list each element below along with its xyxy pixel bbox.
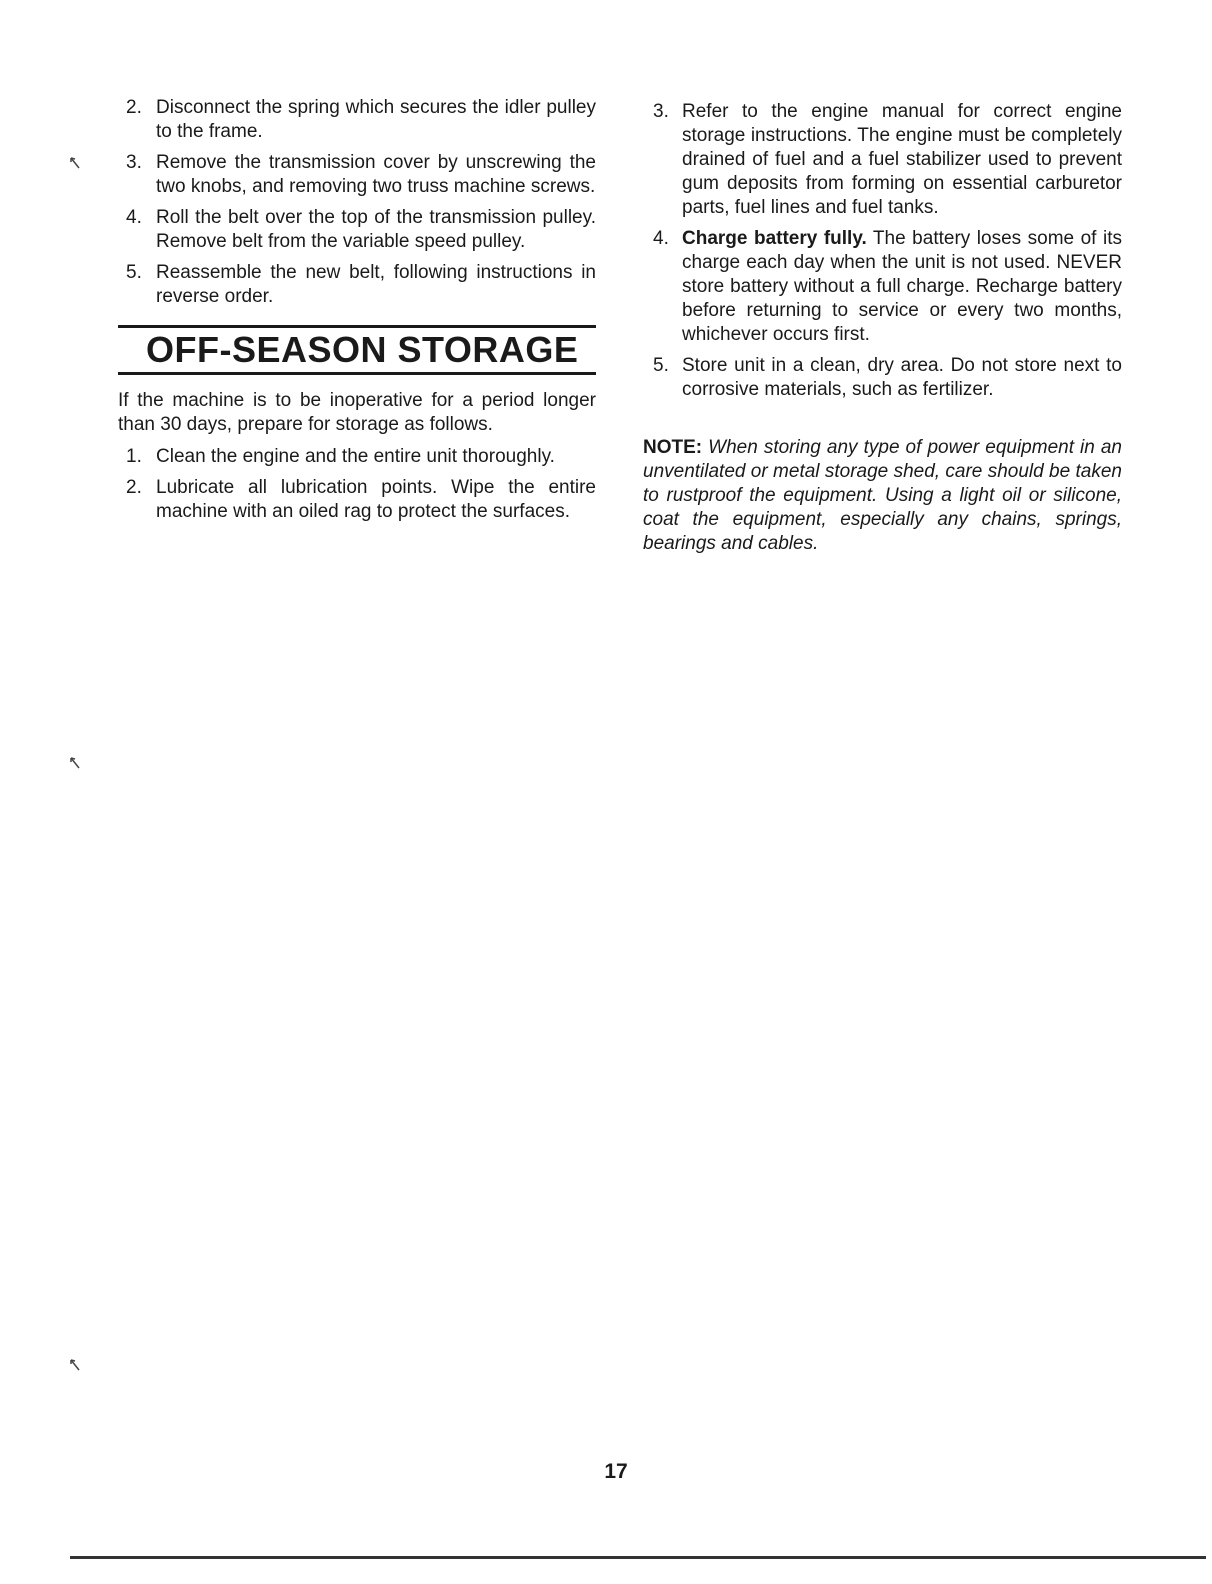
- item-text: Disconnect the spring which secures the idler pulley to the frame.: [156, 97, 596, 142]
- note-label: NOTE:: [643, 437, 703, 458]
- list-item: [118, 206, 596, 254]
- section-heading: OFF-SEASON STORAGE: [146, 329, 579, 370]
- list-item: [118, 445, 596, 469]
- list-item: [643, 100, 1122, 220]
- item-bold-lead: Charge battery fully.: [682, 228, 867, 249]
- page-number: 17: [604, 1460, 628, 1483]
- scan-mark-icon: [70, 1359, 80, 1371]
- left-column: [118, 96, 596, 531]
- intro-paragraph: If the machine is to be inoperative for a period longer than 30 days, prepare for storage as follows.: [118, 390, 596, 435]
- note-paragraph: [643, 436, 1122, 556]
- list-item: [118, 96, 596, 144]
- scan-mark-icon: [70, 157, 80, 169]
- item-number: 2.: [126, 477, 142, 498]
- item-number: 1.: [126, 446, 142, 467]
- storage-steps-list: [118, 445, 596, 524]
- right-column: [643, 100, 1122, 564]
- heading-bottom-rule: [118, 372, 596, 375]
- page-bottom-rule: [70, 1556, 1206, 1559]
- item-text: Clean the engine and the entire unit thoroughly.: [156, 446, 555, 467]
- item-number: 3.: [653, 101, 669, 122]
- note-text: When storing any type of power equipment in an unventilated or metal storage shed, care should be taken to rustproof the equipment. Using a light oil or silicone, coat the equipment, especially any chains, springs, bearings and cables.: [643, 437, 1122, 554]
- item-number: 5.: [653, 355, 669, 376]
- list-item: [118, 476, 596, 524]
- item-text: Lubricate all lubrication points. Wipe the entire machine with an oiled rag to protect the surfaces.: [156, 477, 596, 522]
- list-item: [118, 151, 596, 199]
- belt-steps-list: [118, 96, 596, 309]
- section-heading-block: [118, 325, 596, 375]
- item-text: Store unit in a clean, dry area. Do not store next to corrosive materials, such as fertilizer.: [682, 355, 1122, 400]
- item-text: Remove the transmission cover by unscrewing the two knobs, and removing two truss machine screws.: [156, 152, 596, 197]
- list-item: [118, 261, 596, 309]
- list-item: [643, 354, 1122, 402]
- item-text: Roll the belt over the top of the transmission pulley. Remove belt from the variable speed pulley.: [156, 207, 596, 252]
- item-text: The battery loses some of its charge each day when the unit is not used. NEVER store battery without a full charge. Recharge battery before returning to service or every two months, whichever occurs first.: [682, 228, 1122, 345]
- item-number: 4.: [126, 207, 142, 228]
- item-text: Reassemble the new belt, following instructions in reverse order.: [156, 262, 596, 307]
- storage-steps-list-continued: [643, 100, 1122, 402]
- list-item: [643, 227, 1122, 347]
- item-number: 3.: [126, 152, 142, 173]
- item-text: Refer to the engine manual for correct engine storage instructions. The engine must be completely drained of fuel and a fuel stabilizer used to prevent gum deposits from forming on essential carburetor parts, fuel lines and fuel tanks.: [682, 101, 1122, 218]
- item-number: 5.: [126, 262, 142, 283]
- item-number: 4.: [653, 228, 669, 249]
- item-number: 2.: [126, 97, 142, 118]
- scan-mark-icon: [70, 757, 80, 769]
